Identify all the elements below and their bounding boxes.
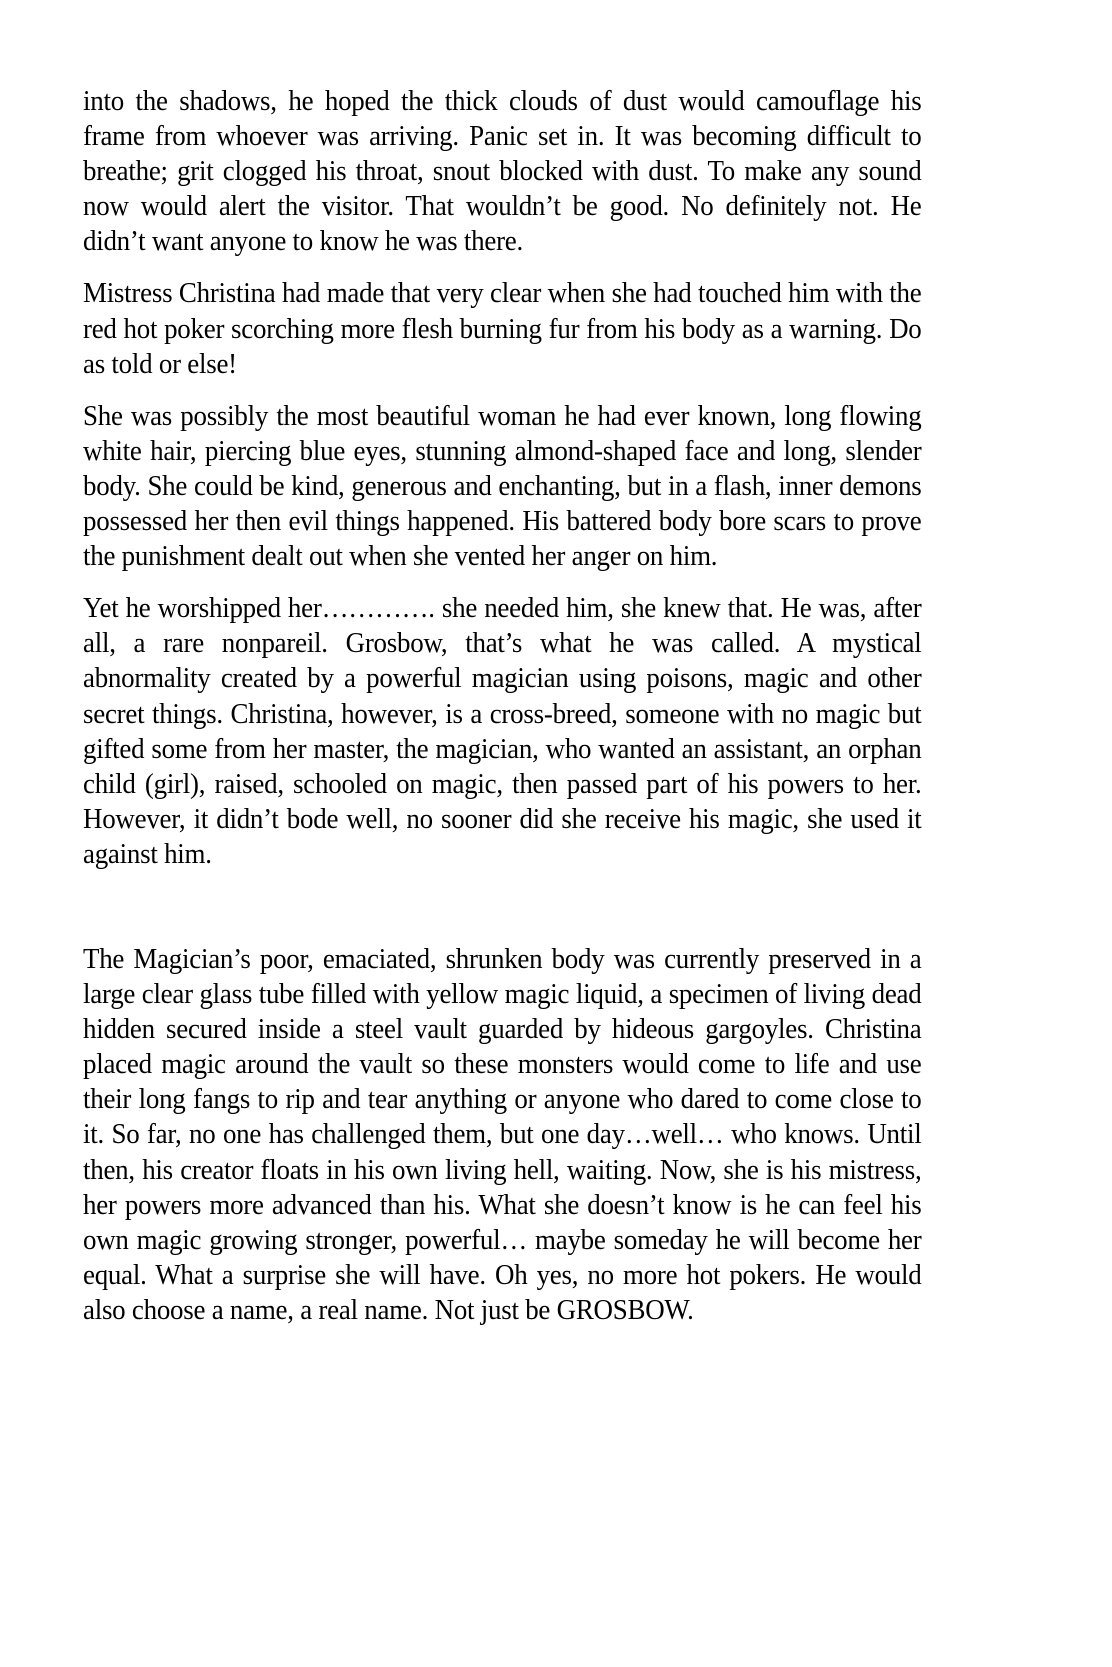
paragraph-2: Mistress Christina had made that very clear when she had touched him with the red hot poker scorching more flesh burning fur from his body as a warning. Do as told or else! <box>83 278 922 380</box>
text-column <box>83 84 961 1328</box>
paragraph-5: The Magician’s poor, emaciated, shrunken body was currently preserved in a large clear glass tube filled with yellow magic liquid, a specimen of living dead hidden secured inside a steel vault guarded by hideous gargoyles. Christina placed magic around the vault so these monsters would come to life and use their long fangs to rip and tear anything or anyone who dared to come close to it. So far, no one has challenged them, but one day…well… who knows. Until then, his creator floats in his own living hell, waiting. Now, she is his mistress, her powers more advanced than his. What she doesn’t know is he can feel his own magic growing stronger, powerful… maybe someday he will become her equal. What a surprise she will have. Oh yes, no more hot pokers. He would also choose a name, a real name. Not just be GROSBOW. <box>83 943 922 1326</box>
paragraph-3: She was possibly the most beautiful woman he had ever known, long flowing white hair, piercing blue eyes, stunning almond-shaped face and long, slender body. She could be kind, generous and enchanting, but in a flash, inner demons possessed her then evil things happened. His battered body bore scars to prove the punishment dealt out when she vented her anger on him. <box>83 400 922 573</box>
paragraph-1: into the shadows, he hoped the thick clouds of dust would camouflage his frame from whoever was arriving. Panic set in. It was becoming difficult to breathe; grit clogged his throat, snout blocked with dust. To make any sound now would alert the visitor. That wouldn’t be good. No definitely not. He didn’t want anyone to know he was there. <box>83 86 922 258</box>
paragraph-4: Yet he worshipped her…………. she needed him, she knew that. He was, after all, a rare nonpareil. Grosbow, that’s what he was called. A mystical abnormality created by a powerful magician using poisons, magic and other secret things. Christina, however, is a cross-breed, someone with no magic but gifted some from her master, the magician, who wanted an assistant, an orphan child (girl), raised, schooled on magic, then passed part of his powers to her. However, it didn’t bode well, no sooner did she receive his magic, she used it against him. <box>83 593 922 870</box>
